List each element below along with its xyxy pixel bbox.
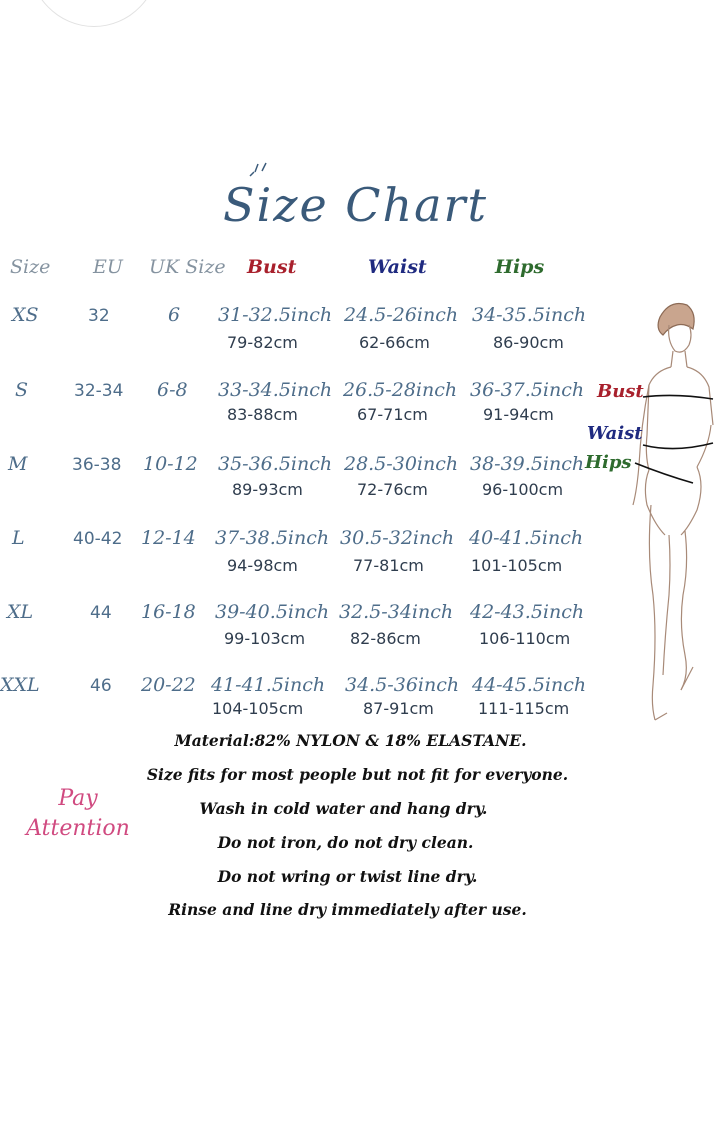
row-s-waist-inch: 26.5-28inch [343, 379, 458, 401]
row-s-eu: 32-34 [74, 381, 124, 401]
row-m-hips-cm: 96-100cm [482, 480, 564, 499]
row-xl-bust-cm: 99-103cm [224, 629, 306, 648]
header-eu: EU [93, 256, 123, 278]
header-bust: Bust [247, 256, 297, 278]
row-l-uk: 12-14 [141, 527, 196, 549]
row-xxl-size: XXL [0, 674, 40, 696]
header-waist: Waist [368, 256, 427, 278]
note-rinse: Rinse and line dry immediately after use. [168, 900, 527, 919]
row-xxl-uk: 20-22 [141, 674, 196, 696]
row-xs-waist-cm: 62-66cm [359, 333, 430, 352]
header-size: Size [10, 256, 51, 278]
row-m-waist-cm: 72-76cm [357, 480, 428, 499]
row-l-waist-inch: 30.5-32inch [340, 527, 455, 549]
row-xxl-bust-cm: 104-105cm [212, 699, 304, 718]
row-s-hips-cm: 91-94cm [483, 405, 554, 424]
row-xl-eu: 44 [90, 603, 112, 623]
size-chart-title [215, 160, 495, 245]
row-s-hips-inch: 36-37.5inch [470, 379, 585, 401]
row-xl-waist-cm: 82-86cm [350, 629, 421, 648]
row-m-size: M [8, 453, 28, 475]
row-xxl-waist-inch: 34.5-36inch [345, 674, 460, 696]
note-iron: Do not iron, do not dry clean. [217, 833, 474, 852]
header-uk: UK Size [149, 256, 226, 278]
figure-label-hips: Hips [585, 452, 632, 473]
row-xs-bust-inch: 31-32.5inch [218, 304, 333, 326]
row-xl-size: XL [7, 601, 34, 623]
row-s-size: S [15, 379, 29, 401]
figure-label-bust: Bust [597, 381, 644, 402]
row-xs-hips-inch: 34-35.5inch [472, 304, 587, 326]
row-l-hips-inch: 40-41.5inch [469, 527, 584, 549]
pay-attention-line1: Pay [58, 786, 98, 811]
note-material: Material:82% NYLON & 18% ELASTANE. [174, 731, 527, 750]
row-xs-eu: 32 [88, 306, 110, 326]
row-m-waist-inch: 28.5-30inch [344, 453, 459, 475]
row-s-bust-inch: 33-34.5inch [218, 379, 333, 401]
row-s-uk: 6-8 [157, 379, 188, 401]
row-xs-bust-cm: 79-82cm [227, 333, 298, 352]
row-xxl-hips-cm: 111-115cm [478, 699, 570, 718]
page-title: Size Chart [223, 178, 489, 232]
row-m-uk: 10-12 [143, 453, 198, 475]
corner-decoration [28, 0, 160, 27]
row-m-bust-cm: 89-93cm [232, 480, 303, 499]
row-l-eu: 40-42 [73, 529, 123, 549]
pay-attention-label [18, 784, 138, 844]
row-xs-size: XS [12, 304, 39, 326]
row-xxl-hips-inch: 44-45.5inch [472, 674, 587, 696]
row-xl-waist-inch: 32.5-34inch [339, 601, 454, 623]
header-hips: Hips [495, 256, 545, 278]
row-xs-waist-inch: 24.5-26inch [344, 304, 459, 326]
row-s-waist-cm: 67-71cm [357, 405, 428, 424]
body-figure-icon [585, 295, 715, 735]
figure-label-waist: Waist [587, 423, 643, 444]
row-xs-hips-cm: 86-90cm [493, 333, 564, 352]
row-l-hips-cm: 101-105cm [471, 556, 563, 575]
row-xxl-bust-inch: 41-41.5inch [211, 674, 326, 696]
row-xl-bust-inch: 39-40.5inch [215, 601, 330, 623]
note-wring: Do not wring or twist line dry. [217, 867, 478, 886]
row-l-size: L [12, 527, 25, 549]
row-m-eu: 36-38 [72, 455, 122, 475]
pay-attention-line2: Attention [26, 816, 130, 841]
row-xxl-waist-cm: 87-91cm [363, 699, 434, 718]
row-m-bust-inch: 35-36.5inch [218, 453, 333, 475]
row-m-hips-inch: 38-39.5inch [470, 453, 585, 475]
row-xl-hips-inch: 42-43.5inch [470, 601, 585, 623]
body-figure [585, 295, 715, 735]
row-s-bust-cm: 83-88cm [227, 405, 298, 424]
note-fit: Size fits for most people but not fit for everyone. [146, 765, 569, 784]
row-xl-hips-cm: 106-110cm [479, 629, 571, 648]
row-l-waist-cm: 77-81cm [353, 556, 424, 575]
row-xs-uk: 6 [168, 304, 181, 326]
row-xxl-eu: 46 [90, 676, 112, 696]
row-l-bust-cm: 94-98cm [227, 556, 298, 575]
row-xl-uk: 16-18 [141, 601, 196, 623]
row-l-bust-inch: 37-38.5inch [215, 527, 330, 549]
note-wash: Wash in cold water and hang dry. [199, 799, 488, 818]
